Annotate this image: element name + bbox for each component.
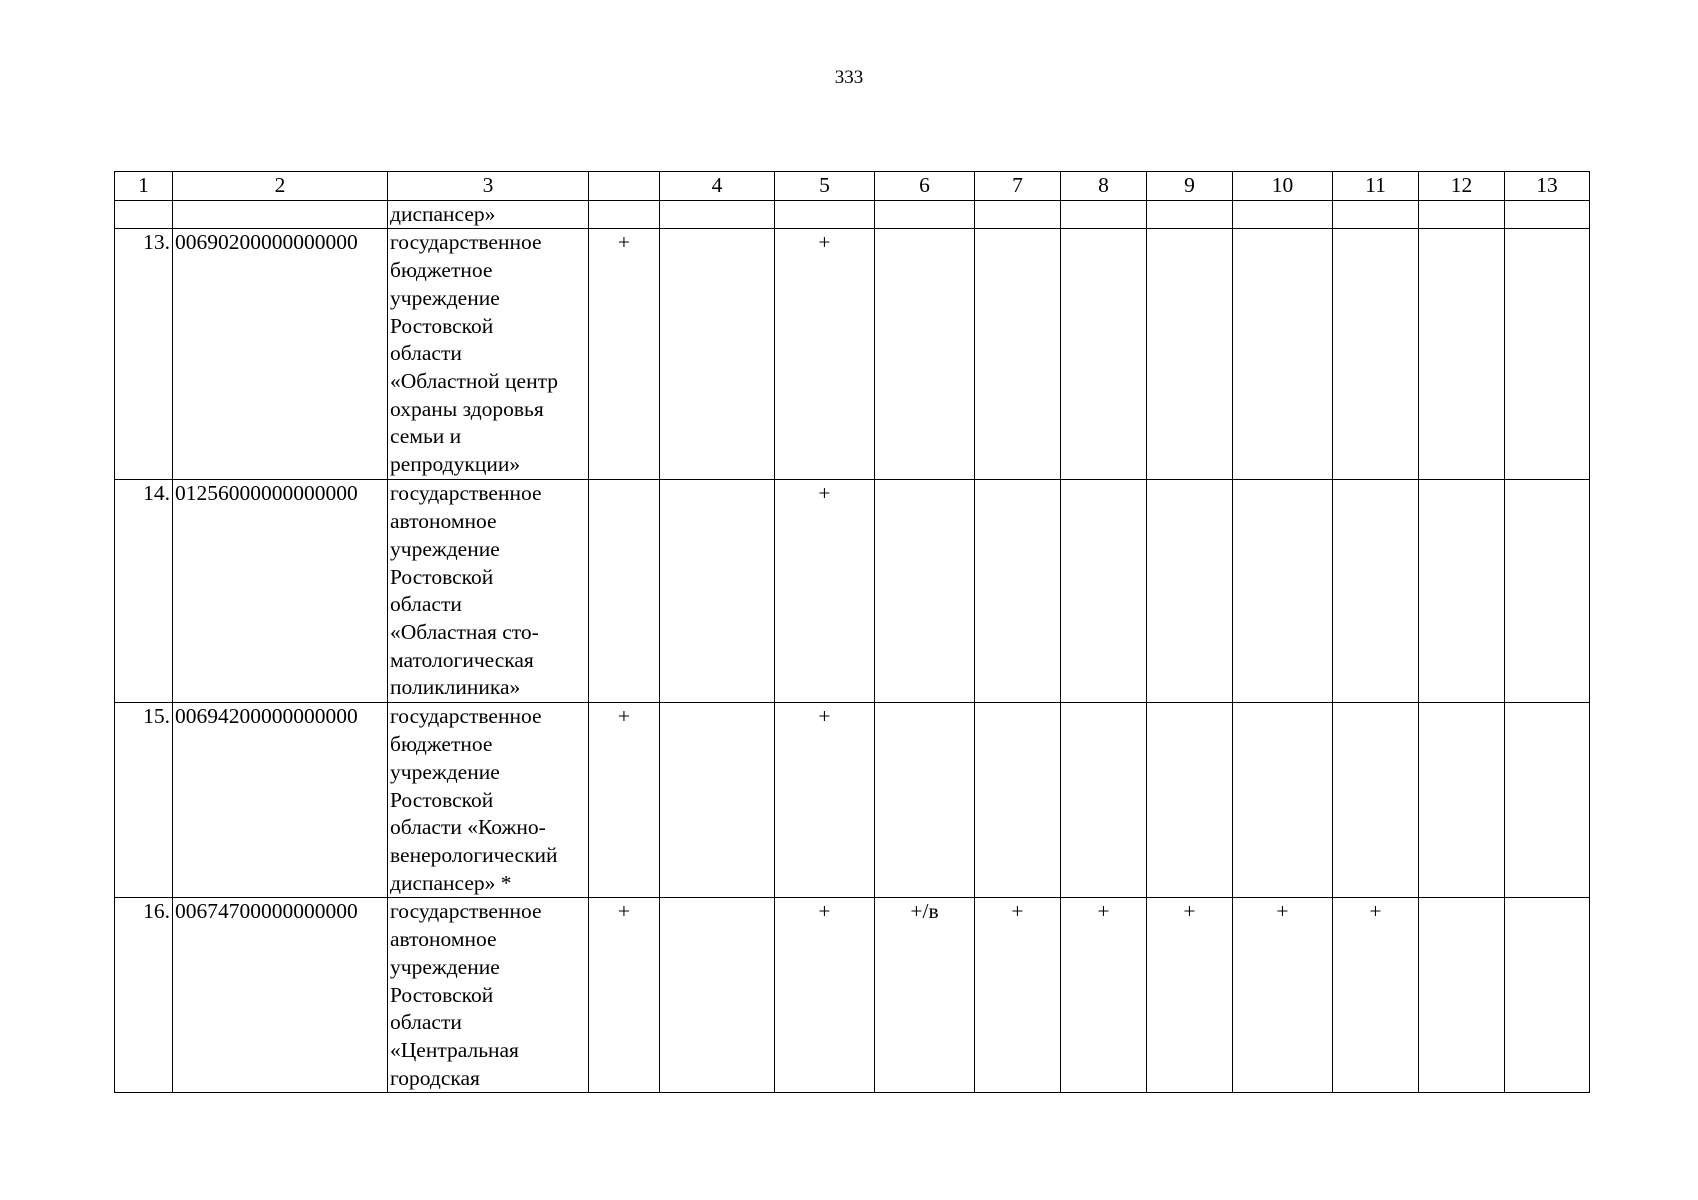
row-number-cell: 16. [115,898,173,1093]
name-line: поликлиника» [390,675,521,700]
table-row [115,703,1590,898]
table-cell [660,200,775,229]
column-header: 11 [1333,172,1419,201]
registry-code-cell: 00674700000000000 [173,898,388,1093]
mark-cell [1233,229,1333,480]
mark-cell: + [1233,898,1333,1093]
mark-cell [1233,703,1333,898]
name-line: диспансер» * [390,870,512,895]
table-row [115,898,1590,1093]
column-header: 7 [975,172,1061,201]
table-cell [1505,200,1590,229]
mark-cell [1419,229,1505,480]
column-header: 9 [1147,172,1233,201]
institution-name-cell: диспансер» [388,200,589,229]
name-line: Ростовской [390,982,494,1007]
column-header: 8 [1061,172,1147,201]
column-header: 13 [1505,172,1590,201]
mark-cell: + [975,898,1061,1093]
data-table [114,171,1590,1093]
mark-cell [589,480,660,703]
mark-cell [1147,229,1233,480]
name-line: Ростовской [390,787,494,812]
mark-cell [660,480,775,703]
institution-name-cell [388,480,589,703]
mark-cell [1147,703,1233,898]
name-line: автономное [390,927,497,952]
continuation-row [115,200,1590,229]
table-cell [875,200,975,229]
table-cell [115,200,173,229]
mark-cell [1419,898,1505,1093]
name-line: области [390,1010,462,1035]
table-row [115,229,1590,480]
table-cell [1419,200,1505,229]
mark-cell [1333,229,1419,480]
mark-cell [1333,480,1419,703]
name-line: государственное [390,230,542,255]
name-line: автономное [390,509,497,534]
mark-cell: + [1333,898,1419,1093]
name-line: венерологический [390,842,558,867]
table-cell [1333,200,1419,229]
mark-cell: + [589,229,660,480]
column-header: 1 [115,172,173,201]
mark-cell: + [589,898,660,1093]
name-line: государственное [390,481,542,506]
column-header [589,172,660,201]
institution-name-cell [388,898,589,1093]
name-line: учреждение [390,285,500,310]
name-line: репродукции» [390,452,521,477]
table-cell [775,200,875,229]
name-line: Ростовской [390,564,494,589]
table-cell [173,200,388,229]
mark-cell: + [775,480,875,703]
name-line: Ростовской [390,313,494,338]
institution-name-cell [388,229,589,480]
row-number-cell: 13. [115,229,173,480]
mark-cell: + [1061,898,1147,1093]
name-line: государственное [390,899,542,924]
name-line: «Областной центр [390,368,558,393]
column-header: 2 [173,172,388,201]
mark-cell [660,898,775,1093]
mark-cell: + [775,229,875,480]
table-cell [589,200,660,229]
name-line: учреждение [390,954,500,979]
mark-cell [1233,480,1333,703]
mark-cell [660,703,775,898]
name-line: государственное [390,704,542,729]
table-cell [1061,200,1147,229]
column-header: 12 [1419,172,1505,201]
page-number: 333 [834,67,864,88]
name-line: семьи и [390,424,462,449]
header-row [115,172,1590,201]
mark-cell [975,229,1061,480]
mark-cell [975,703,1061,898]
table-row [115,480,1590,703]
table-cell [975,200,1061,229]
mark-cell [875,229,975,480]
mark-cell [1505,480,1590,703]
name-line: учреждение [390,536,500,561]
mark-cell [1419,480,1505,703]
mark-cell [1505,229,1590,480]
column-header: 4 [660,172,775,201]
mark-cell [1061,480,1147,703]
mark-cell [1505,703,1590,898]
registry-code-cell: 00694200000000000 [173,703,388,898]
mark-cell: +/в [875,898,975,1093]
mark-cell: + [589,703,660,898]
mark-cell [1147,480,1233,703]
mark-cell [1333,703,1419,898]
name-line: городская [390,1065,480,1090]
mark-cell [660,229,775,480]
column-header: 3 [388,172,589,201]
row-number-cell: 14. [115,480,173,703]
registry-code-cell: 01256000000000000 [173,480,388,703]
registry-code-cell: 00690200000000000 [173,229,388,480]
column-header: 6 [875,172,975,201]
mark-cell [1061,229,1147,480]
column-header: 5 [775,172,875,201]
name-line: области «Кожно- [390,815,546,840]
mark-cell [1505,898,1590,1093]
name-line: «Областная сто- [390,619,539,644]
row-number-cell: 15. [115,703,173,898]
name-line: бюджетное [390,732,493,757]
name-line: матологическая [390,647,534,672]
column-header: 10 [1233,172,1333,201]
name-line: области [390,341,462,366]
table-cell [1233,200,1333,229]
name-line: учреждение [390,759,500,784]
mark-cell [1419,703,1505,898]
mark-cell: + [775,703,875,898]
mark-cell [1061,703,1147,898]
name-line: охраны здоровья [390,396,544,421]
table-cell [1147,200,1233,229]
mark-cell [875,480,975,703]
name-line: области [390,592,462,617]
mark-cell [975,480,1061,703]
institution-name-cell [388,703,589,898]
mark-cell: + [1147,898,1233,1093]
name-line: бюджетное [390,258,493,283]
mark-cell [875,703,975,898]
mark-cell: + [775,898,875,1093]
name-line: «Центральная [390,1037,519,1062]
